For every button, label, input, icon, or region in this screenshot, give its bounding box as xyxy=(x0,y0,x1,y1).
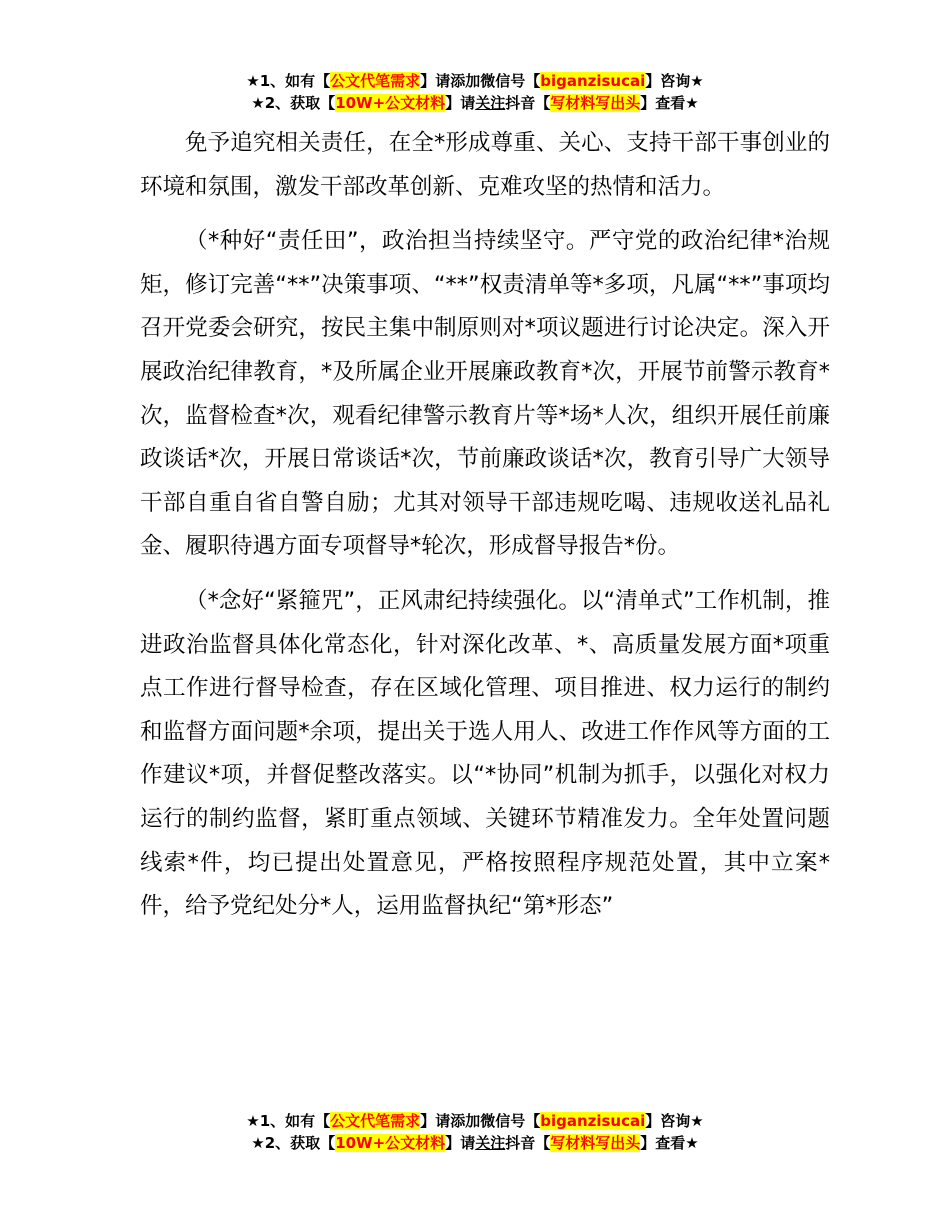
banner-highlight-wechat: biganzisucai xyxy=(540,72,646,90)
document-body xyxy=(140,122,830,929)
banner-line-1 xyxy=(0,1110,950,1132)
banner-text: ★1、如有【 xyxy=(246,72,331,90)
banner-underlined-follow: 关注 xyxy=(475,1134,506,1152)
banner-line-2 xyxy=(0,92,950,114)
paragraph-2: （*种好“责任田”，政治担当持续坚守。严守党的政治纪律*治规矩，修订完善“**”决策事项、“**”权责清单等*多项，凡属“**”事项均召开党委会研究，按民主集中制原则对*项议题进行讨论决定。深入开展政治纪律教育，*及所属企业开展廉政教育*次，开展节前警示教育*次，监督检查*次，观看纪律警示教育片等*场*人次，组织开展任前廉政谈话*次，开展日常谈话*次，节前廉政谈话*次，教育引导广大领导干部自重自省自警自励；尤其对领导干部违规吃喝、违规收送礼品礼金、履职待遇方面专项督导*轮次，形成督导报告*份。 xyxy=(140,228,830,560)
banner-text: ★2、获取【 xyxy=(251,1134,336,1152)
banner-text: 】请添加微信号【 xyxy=(420,1112,541,1130)
banner-text: 】查看★ xyxy=(640,1134,699,1152)
banner-text: 抖音【 xyxy=(505,94,551,112)
banner-highlight-service: 公文代笔需求 xyxy=(330,72,421,90)
banner-text: 】咨询★ xyxy=(645,72,704,90)
paragraph-3: （*念好“紧箍咒”，正风肃纪持续强化。以“清单式”工作机制，推进政治监督具体化常态化，针对深化改革、*、高质量发展方面*项重点工作进行督导检查，存在区域化管理、项目推进、权力运行的制约和监督方面问题*余项，提出关于选人用人、改进工作作风等方面的工作建议*项，并督促整改落实。以“*协同”机制为抓手，以强化对权力运行的制约监督，紧盯重点领域、关键环节精准发力。全年处置问题线索*件，均已提出处置意见，严格按照程序规范处置，其中立案*件，给予党纪处分*人，运用监督执纪“第*形态” xyxy=(140,587,830,920)
banner-text: 】查看★ xyxy=(640,94,699,112)
footer-banner xyxy=(0,1110,950,1154)
banner-text: 抖音【 xyxy=(505,1134,551,1152)
banner-highlight-douyin: 写材料写出头 xyxy=(550,94,641,112)
banner-line-1 xyxy=(0,70,950,92)
banner-highlight-materials: 10W+公文材料 xyxy=(335,1134,446,1152)
banner-text: ★2、获取【 xyxy=(251,94,336,112)
banner-highlight-wechat: biganzisucai xyxy=(540,1112,646,1130)
banner-highlight-service: 公文代笔需求 xyxy=(330,1112,421,1130)
banner-text: 】请 xyxy=(445,94,476,112)
banner-highlight-douyin: 写材料写出头 xyxy=(550,1134,641,1152)
paragraph-1: 免予追究相关责任，在全*形成尊重、关心、支持干部干事创业的环境和氛围，激发干部改革创新、克难攻坚的热情和活力。 xyxy=(140,130,830,200)
banner-line-2 xyxy=(0,1132,950,1154)
banner-highlight-materials: 10W+公文材料 xyxy=(335,94,446,112)
banner-text: 】咨询★ xyxy=(645,1112,704,1130)
header-banner xyxy=(0,70,950,114)
banner-text: 】请 xyxy=(445,1134,476,1152)
banner-text: ★1、如有【 xyxy=(246,1112,331,1130)
banner-text: 】请添加微信号【 xyxy=(420,72,541,90)
banner-underlined-follow: 关注 xyxy=(475,94,506,112)
